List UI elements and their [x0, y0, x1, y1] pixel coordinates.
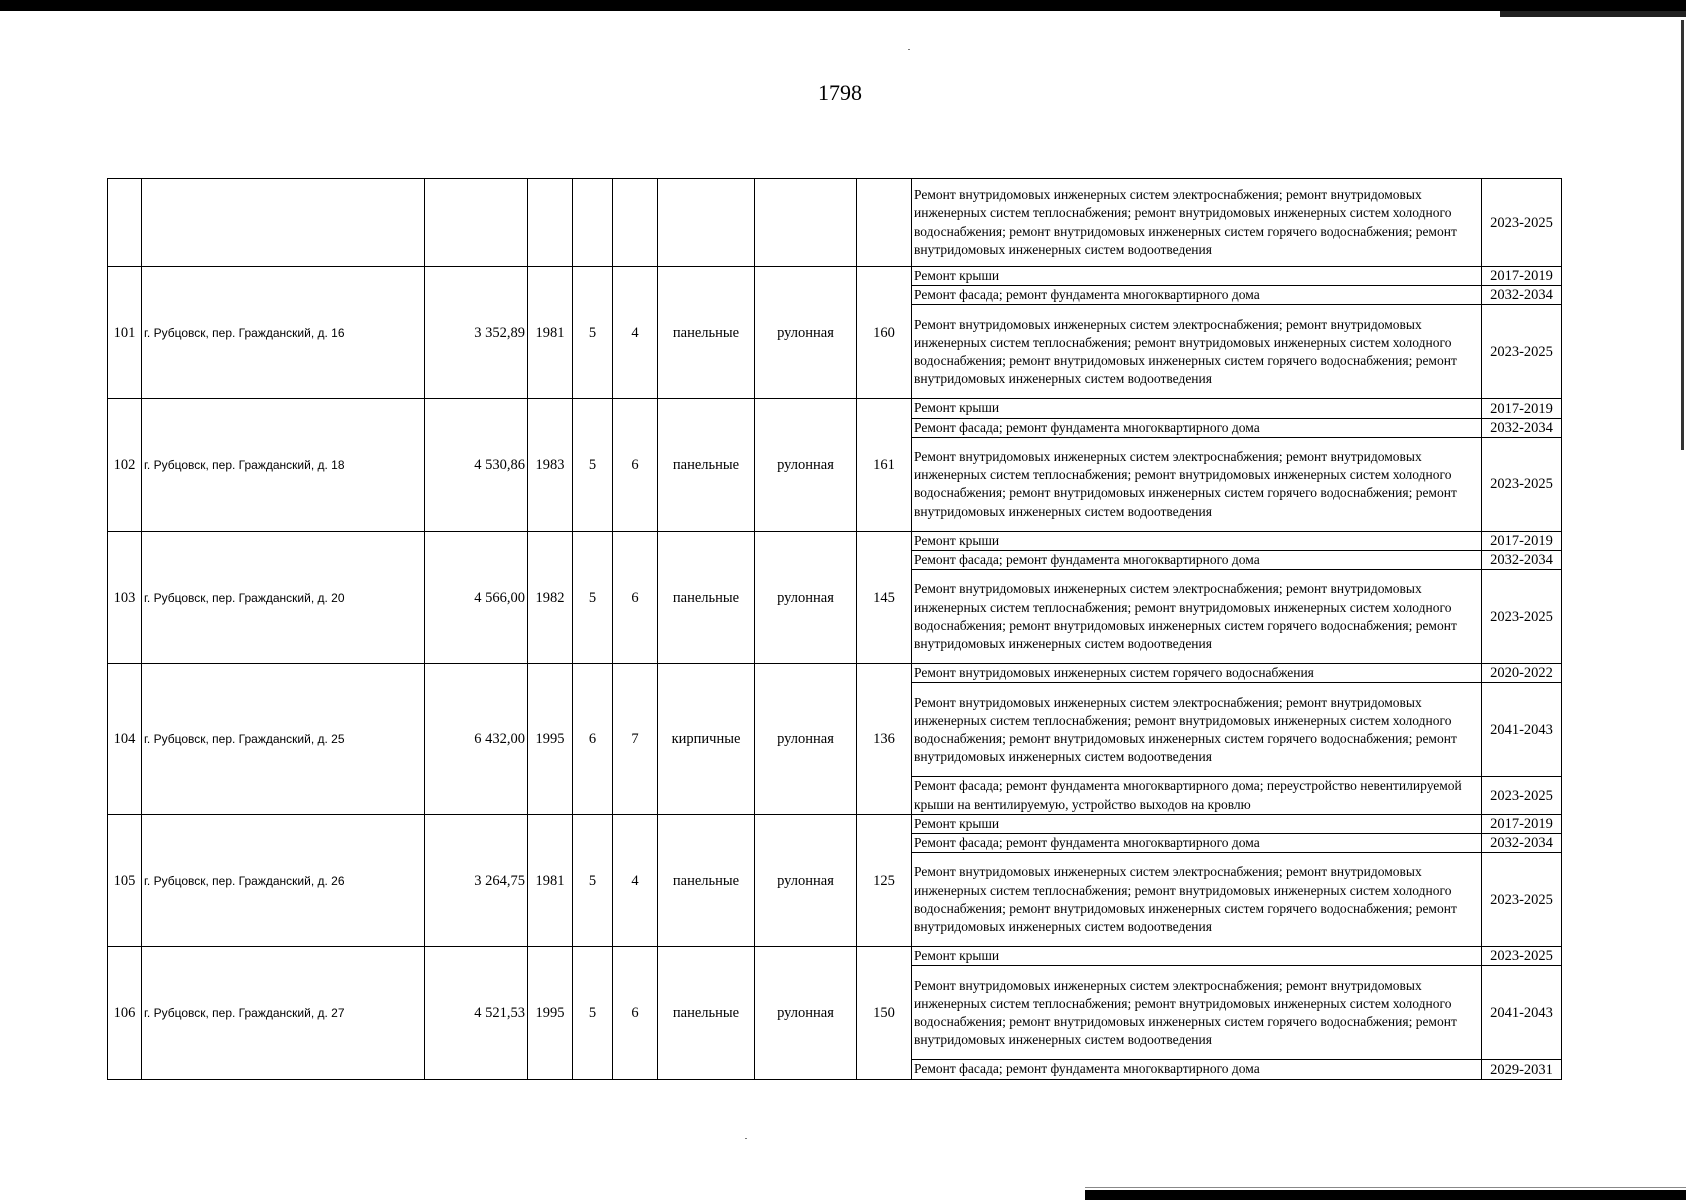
scan-top-border [0, 0, 1686, 11]
work-period: 2032-2034 [1482, 418, 1562, 437]
resident-count: 136 [857, 664, 912, 815]
house-address: г. Рубцовск, пер. Гражданский, д. 27 [142, 947, 425, 1079]
house-area: 6 432,00 [425, 664, 528, 815]
work-period: 2041-2043 [1482, 966, 1562, 1060]
house-address: г. Рубцовск, пер. Гражданский, д. 20 [142, 531, 425, 663]
work-period: 2032-2034 [1482, 286, 1562, 305]
roof-type: рулонная [755, 267, 857, 399]
house-area: 3 264,75 [425, 814, 528, 946]
floor-count: 6 [573, 664, 613, 815]
work-description: Ремонт внутридомовых инженерных систем электроснабжения; ремонт внутридомовых инженерных систем теплоснабжения; ремонт внутридомовых инженерных систем холодного водоснабжения; ремонт внутридомовых инженерных систем горячего водоснабжения; ремонт внутридомовых инженерных систем водоотведения [912, 305, 1482, 399]
work-description: Ремонт внутридомовых инженерных систем электроснабжения; ремонт внутридомовых инженерных систем теплоснабжения; ремонт внутридомовых инженерных систем холодного водоснабжения; ремонт внутридомовых инженерных систем горячего водоснабжения; ремонт внутридомовых инженерных систем водоотведения [912, 683, 1482, 777]
table-row [108, 531, 1562, 550]
wall-material: кирпичные [658, 664, 755, 815]
resident-count: 161 [857, 399, 912, 531]
work-period: 2023-2025 [1482, 853, 1562, 947]
house-area: 4 530,86 [425, 399, 528, 531]
scan-bottom-line [1085, 1187, 1686, 1188]
entrance-count: 7 [613, 664, 658, 815]
floor-count: 5 [573, 947, 613, 1079]
work-description: Ремонт внутридомовых инженерных систем электроснабжения; ремонт внутридомовых инженерных систем теплоснабжения; ремонт внутридомовых инженерных систем холодного водоснабжения; ремонт внутридомовых инженерных систем горячего водоснабжения; ремонт внутридомовых инженерных систем водоотведения [912, 570, 1482, 664]
work-description: Ремонт внутридомовых инженерных систем горячего водоснабжения [912, 664, 1482, 683]
table-row [108, 947, 1562, 966]
work-period: 2017-2019 [1482, 814, 1562, 833]
work-description: Ремонт внутридомовых инженерных систем электроснабжения; ремонт внутридомовых инженерных систем теплоснабжения; ремонт внутридомовых инженерных систем холодного водоснабжения; ремонт внутридомовых инженерных систем горячего водоснабжения; ремонт внутридомовых инженерных систем водоотведения [912, 179, 1482, 267]
entrance-count: 6 [613, 399, 658, 531]
work-description: Ремонт фасада; ремонт фундамента многоквартирного дома [912, 286, 1482, 305]
work-period: 2029-2031 [1482, 1060, 1562, 1079]
resident-count: 145 [857, 531, 912, 663]
build-year: 1995 [528, 664, 573, 815]
work-period: 2020-2022 [1482, 664, 1562, 683]
work-period: 2032-2034 [1482, 551, 1562, 570]
empty-cell [528, 179, 573, 267]
work-description: Ремонт фасада; ремонт фундамента многоквартирного дома [912, 834, 1482, 853]
scan-right-edge [1681, 20, 1684, 450]
table-row [108, 814, 1562, 833]
work-description: Ремонт фасада; ремонт фундамента многоквартирного дома [912, 418, 1482, 437]
build-year: 1981 [528, 814, 573, 946]
build-year: 1982 [528, 531, 573, 663]
floor-count: 5 [573, 814, 613, 946]
empty-cell [425, 179, 528, 267]
work-description: Ремонт крыши [912, 267, 1482, 286]
wall-material: панельные [658, 399, 755, 531]
scan-bottom-border [1085, 1190, 1686, 1200]
house-area: 4 566,00 [425, 531, 528, 663]
work-description: Ремонт фасада; ремонт фундамента многоквартирного дома; переустройство невентилируемой крыши на вентилируемую, устройство выходов на кровлю [912, 777, 1482, 814]
table-row [108, 664, 1562, 683]
house-address: г. Рубцовск, пер. Гражданский, д. 26 [142, 814, 425, 946]
house-number: 102 [108, 399, 142, 531]
work-description: Ремонт крыши [912, 947, 1482, 966]
empty-cell [142, 179, 425, 267]
work-period: 2023-2025 [1482, 305, 1562, 399]
work-description: Ремонт крыши [912, 531, 1482, 550]
work-period: 2023-2025 [1482, 777, 1562, 814]
work-description: Ремонт крыши [912, 814, 1482, 833]
wall-material: панельные [658, 947, 755, 1079]
empty-cell [755, 179, 857, 267]
roof-type: рулонная [755, 531, 857, 663]
wall-material: панельные [658, 814, 755, 946]
empty-cell [857, 179, 912, 267]
work-description: Ремонт фасада; ремонт фундамента многоквартирного дома [912, 551, 1482, 570]
work-description: Ремонт внутридомовых инженерных систем электроснабжения; ремонт внутридомовых инженерных систем теплоснабжения; ремонт внутридомовых инженерных систем холодного водоснабжения; ремонт внутридомовых инженерных систем горячего водоснабжения; ремонт внутридомовых инженерных систем водоотведения [912, 853, 1482, 947]
roof-type: рулонная [755, 947, 857, 1079]
work-period: 2017-2019 [1482, 399, 1562, 418]
scan-top-border-shadow [1500, 11, 1686, 17]
house-number: 105 [108, 814, 142, 946]
work-period: 2017-2019 [1482, 267, 1562, 286]
work-description: Ремонт крыши [912, 399, 1482, 418]
roof-type: рулонная [755, 814, 857, 946]
roof-type: рулонная [755, 399, 857, 531]
empty-cell [613, 179, 658, 267]
work-description: Ремонт внутридомовых инженерных систем электроснабжения; ремонт внутридомовых инженерных систем теплоснабжения; ремонт внутридомовых инженерных систем холодного водоснабжения; ремонт внутридомовых инженерных систем горячего водоснабжения; ремонт внутридомовых инженерных систем водоотведения [912, 966, 1482, 1060]
house-number: 106 [108, 947, 142, 1079]
house-address: г. Рубцовск, пер. Гражданский, д. 18 [142, 399, 425, 531]
resident-count: 150 [857, 947, 912, 1079]
work-period: 2041-2043 [1482, 683, 1562, 777]
house-area: 4 521,53 [425, 947, 528, 1079]
wall-material: панельные [658, 267, 755, 399]
work-period: 2023-2025 [1482, 570, 1562, 664]
empty-cell [108, 179, 142, 267]
work-description: Ремонт фасада; ремонт фундамента многоквартирного дома [912, 1060, 1482, 1079]
work-period: 2017-2019 [1482, 531, 1562, 550]
floor-count: 5 [573, 267, 613, 399]
resident-count: 160 [857, 267, 912, 399]
house-address: г. Рубцовск, пер. Гражданский, д. 16 [142, 267, 425, 399]
page-number: 1798 [818, 80, 862, 105]
work-period: 2023-2025 [1482, 947, 1562, 966]
house-number: 103 [108, 531, 142, 663]
house-address: г. Рубцовск, пер. Гражданский, д. 25 [142, 664, 425, 815]
house-number: 104 [108, 664, 142, 815]
scan-speck [908, 49, 910, 50]
entrance-count: 6 [613, 531, 658, 663]
empty-cell [658, 179, 755, 267]
floor-count: 5 [573, 399, 613, 531]
work-description: Ремонт внутридомовых инженерных систем электроснабжения; ремонт внутридомовых инженерных систем теплоснабжения; ремонт внутридомовых инженерных систем холодного водоснабжения; ремонт внутридомовых инженерных систем горячего водоснабжения; ремонт внутридомовых инженерных систем водоотведения [912, 437, 1482, 531]
repair-schedule-table [107, 178, 1562, 1080]
table-row-continuation [108, 179, 1562, 267]
entrance-count: 4 [613, 267, 658, 399]
wall-material: панельные [658, 531, 755, 663]
floor-count: 5 [573, 531, 613, 663]
scan-speck [745, 1138, 747, 1139]
table-body [108, 179, 1562, 1080]
table-row [108, 267, 1562, 286]
house-number: 101 [108, 267, 142, 399]
work-period: 2032-2034 [1482, 834, 1562, 853]
build-year: 1995 [528, 947, 573, 1079]
work-period: 2023-2025 [1482, 179, 1562, 267]
table-row [108, 399, 1562, 418]
entrance-count: 4 [613, 814, 658, 946]
house-area: 3 352,89 [425, 267, 528, 399]
resident-count: 125 [857, 814, 912, 946]
roof-type: рулонная [755, 664, 857, 815]
empty-cell [573, 179, 613, 267]
build-year: 1981 [528, 267, 573, 399]
entrance-count: 6 [613, 947, 658, 1079]
work-period: 2023-2025 [1482, 437, 1562, 531]
build-year: 1983 [528, 399, 573, 531]
